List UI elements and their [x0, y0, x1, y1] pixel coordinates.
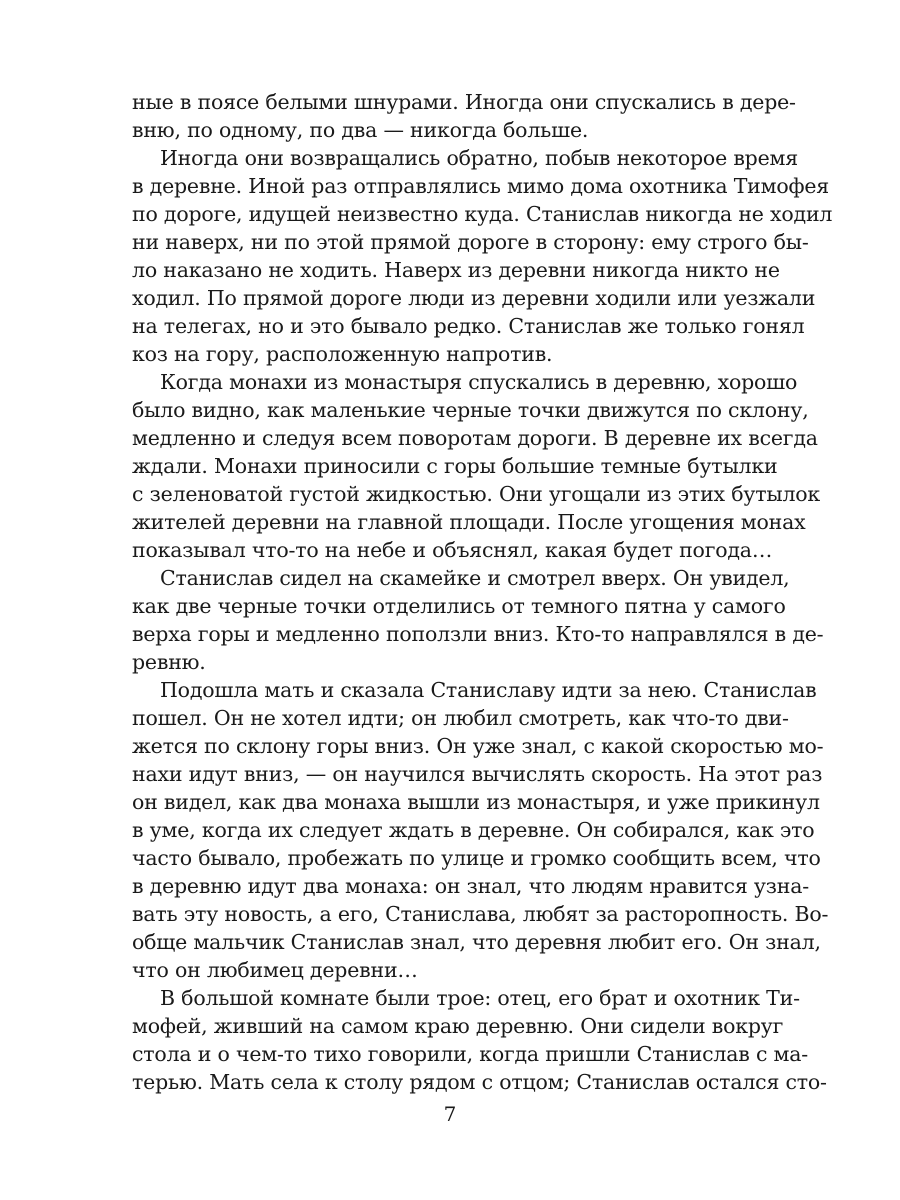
- text-line: верха горы и медленно поползли вниз. Кто-то направлялся в де-: [132, 622, 824, 646]
- text-line: вню, по одному, по два — никогда больше.: [132, 118, 589, 142]
- text-line: он видел, как два монаха вышли из монастыря, и уже прикинул: [132, 790, 820, 814]
- text-line: часто бывало, пробежать по улице и громко сообщить всем, что: [132, 846, 821, 870]
- paragraph: [132, 676, 829, 984]
- text-line: как две черные точки отделились от темного пятна у самого: [132, 594, 786, 618]
- text-line: терью. Мать села к столу рядом с отцом; Станислав остался сто-: [132, 1070, 827, 1094]
- text-line: В большой комнате были трое: отец, его брат и охотник Ти-: [160, 986, 800, 1010]
- text-line: жется по склону горы вниз. Он уже знал, с какой скоростью мо-: [132, 734, 824, 758]
- text-line: медленно и следуя всем поворотам дороги. В деревне их всегда: [132, 426, 818, 450]
- text-line: в деревне. Иной раз отправлялись мимо дома охотника Тимофея: [132, 174, 830, 198]
- text-line: обще мальчик Станислав знал, что деревня любит его. Он знал,: [132, 930, 821, 954]
- text-line: ревню.: [132, 650, 206, 674]
- text-line: Станислав сидел на скамейке и смотрел вверх. Он увидел,: [160, 566, 790, 590]
- text-line: по дороге, идущей неизвестно куда. Станислав никогда не ходил: [132, 202, 833, 226]
- text-line: ные в поясе белыми шнурами. Иногда они спускались в дере-: [132, 90, 796, 114]
- page-number: 7: [443, 1102, 457, 1126]
- text-line: показывал что-то на небе и объяснял, какая будет погода…: [132, 538, 773, 562]
- text-line: что он любимец деревни…: [132, 958, 418, 982]
- text-line: Иногда они возвращались обратно, побыв некоторое время: [160, 146, 798, 170]
- text-line: стола и о чем-то тихо говорили, когда пришли Станислав с ма-: [132, 1042, 809, 1066]
- paragraph: [132, 368, 821, 564]
- text-line: с зеленоватой густой жидкостью. Они угощали из этих бутылок: [132, 482, 821, 506]
- paragraph: [132, 88, 796, 144]
- text-line: было видно, как маленькие черные точки движутся по склону,: [132, 398, 809, 422]
- text-line: ждали. Монахи приносили с горы большие темные бутылки: [132, 454, 778, 478]
- text-line: нахи идут вниз, — он научился вычислять скорость. На этот раз: [132, 762, 823, 786]
- text-line: пошел. Он не хотел идти; он любил смотреть, как что-то дви-: [132, 706, 789, 730]
- text-line: в уме, когда их следует ждать в деревне. Он собирался, как это: [132, 818, 815, 842]
- text-line: ходил. По прямой дороге люди из деревни ходили или уезжали: [132, 286, 816, 310]
- text-line: на телегах, но и это бывало редко. Станислав же только гонял: [132, 314, 805, 338]
- text-line: коз на гору, расположенную напротив.: [132, 342, 553, 366]
- paragraph: [132, 984, 827, 1096]
- text-line: ни наверх, ни по этой прямой дороге в сторону: ему строго бы-: [132, 230, 809, 254]
- text-line: Подошла мать и сказала Станиславу идти за нею. Станислав: [160, 678, 817, 702]
- text-line: Когда монахи из монастыря спускались в деревню, хорошо: [160, 370, 798, 394]
- text-line: в деревню идут два монаха: он знал, что людям нравится узна-: [132, 874, 809, 898]
- text-line: мофей, живший на самом краю деревню. Они сидели вокруг: [132, 1014, 784, 1038]
- text-line: вать эту новость, а его, Станислава, любят за расторопность. Во-: [132, 902, 829, 926]
- paragraph: [132, 144, 833, 368]
- text-line: ло наказано не ходить. Наверх из деревни никогда никто не: [132, 258, 780, 282]
- paragraph: [132, 564, 824, 676]
- body-text: [132, 88, 833, 1096]
- text-line: жителей деревни на главной площади. После угощения монах: [132, 510, 806, 534]
